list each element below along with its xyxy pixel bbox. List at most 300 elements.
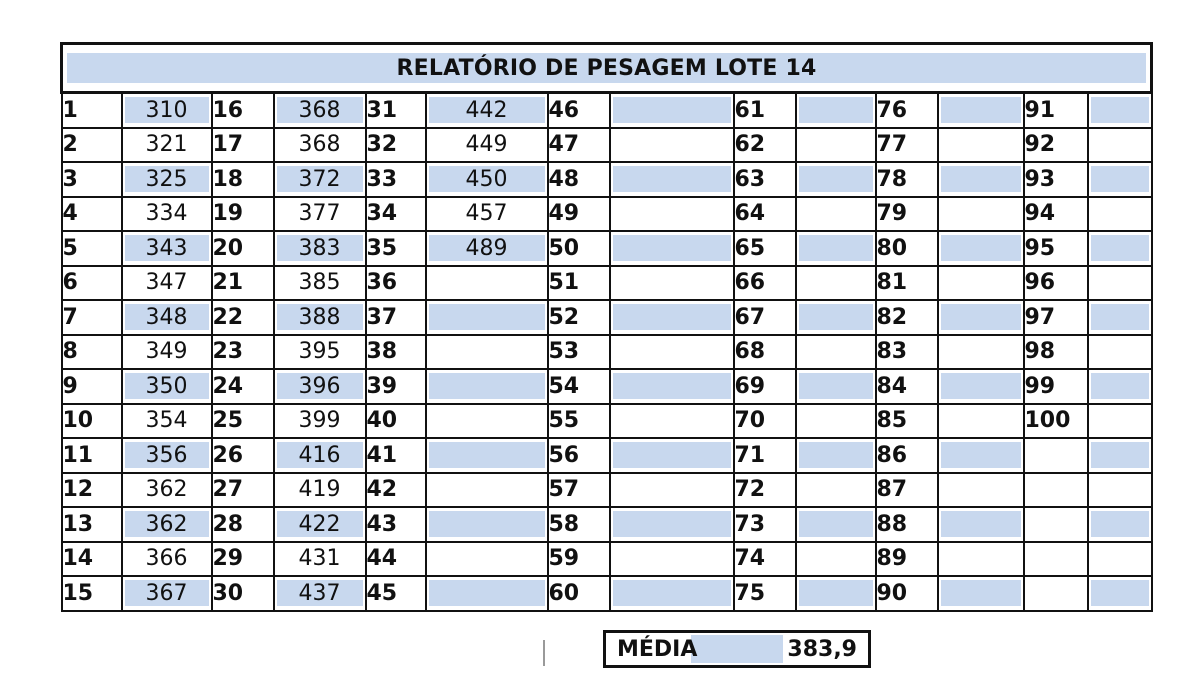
weight-cell (122, 162, 212, 197)
weight-value: 449 (465, 132, 508, 158)
weight-cell (274, 266, 366, 301)
item-number: 49 (548, 197, 610, 232)
weight-value: 422 (277, 511, 363, 537)
item-number: 38 (366, 335, 426, 370)
item-number: 34 (366, 197, 426, 232)
gridline-fragment (543, 640, 545, 666)
weight-cell (938, 300, 1024, 335)
weight-value (613, 201, 731, 227)
weight-cell (426, 197, 548, 232)
weight-cell (796, 404, 876, 439)
item-number: 56 (548, 438, 610, 473)
weight-cell (274, 507, 366, 542)
weight-cell (610, 542, 734, 577)
weight-value (429, 408, 545, 434)
weight-value (941, 580, 1021, 606)
item-number: 83 (876, 335, 938, 370)
weight-cell (426, 438, 548, 473)
weight-value (941, 339, 1021, 365)
item-number: 29 (212, 542, 274, 577)
weight-cell (796, 576, 876, 611)
weight-cell (796, 231, 876, 266)
item-number: 11 (62, 438, 122, 473)
weight-cell (938, 507, 1024, 542)
item-number: 68 (734, 335, 796, 370)
weight-value: 367 (125, 580, 209, 606)
weight-cell (274, 128, 366, 163)
weight-value (941, 132, 1021, 158)
item-number (1024, 507, 1088, 542)
weight-cell (122, 507, 212, 542)
weight-cell (122, 300, 212, 335)
item-number: 71 (734, 438, 796, 473)
weight-value (1091, 270, 1149, 296)
weight-cell (274, 162, 366, 197)
weight-value (941, 97, 1021, 123)
item-number: 100 (1024, 404, 1088, 439)
weight-cell (938, 128, 1024, 163)
weight-cell (426, 93, 548, 128)
weight-cell (938, 438, 1024, 473)
weight-cell (122, 404, 212, 439)
item-number: 3 (62, 162, 122, 197)
weight-value (799, 132, 873, 158)
weight-cell (796, 507, 876, 542)
table-row (62, 197, 1152, 232)
weight-value (799, 477, 873, 503)
weight-cell (938, 197, 1024, 232)
weight-cell (938, 231, 1024, 266)
item-number: 27 (212, 473, 274, 508)
weight-value (941, 166, 1021, 192)
weight-value (1091, 373, 1149, 399)
weighing-report-sheet (60, 42, 1150, 612)
weight-value (429, 442, 545, 468)
item-number: 9 (62, 369, 122, 404)
weight-cell (122, 231, 212, 266)
item-number: 35 (366, 231, 426, 266)
weight-cell (610, 369, 734, 404)
item-number: 31 (366, 93, 426, 128)
weight-value (613, 339, 731, 365)
item-number: 73 (734, 507, 796, 542)
item-number: 1 (62, 93, 122, 128)
weight-cell (274, 369, 366, 404)
weight-cell (426, 300, 548, 335)
weight-value (941, 304, 1021, 330)
weight-value: 349 (145, 339, 188, 365)
table-row (62, 473, 1152, 508)
item-number: 12 (62, 473, 122, 508)
item-number: 99 (1024, 369, 1088, 404)
item-number: 46 (548, 93, 610, 128)
weight-cell (274, 231, 366, 266)
weight-cell (796, 197, 876, 232)
weight-value (613, 373, 731, 399)
weight-value (799, 408, 873, 434)
weight-value: 385 (298, 270, 341, 296)
weight-value: 334 (145, 201, 188, 227)
weight-value (429, 511, 545, 537)
item-number: 94 (1024, 197, 1088, 232)
weight-cell (1088, 266, 1152, 301)
weight-cell (274, 438, 366, 473)
weight-cell (1088, 300, 1152, 335)
weight-value: 372 (277, 166, 363, 192)
weight-cell (1088, 542, 1152, 577)
weight-value (1091, 546, 1149, 572)
item-number: 75 (734, 576, 796, 611)
weight-cell (1088, 93, 1152, 128)
weight-value (799, 304, 873, 330)
weight-cell (122, 128, 212, 163)
weight-value (613, 511, 731, 537)
weight-value: 419 (298, 477, 341, 503)
item-number: 57 (548, 473, 610, 508)
table-row (62, 438, 1152, 473)
item-number: 51 (548, 266, 610, 301)
weight-value: 366 (145, 546, 188, 572)
item-number: 88 (876, 507, 938, 542)
weight-value (1091, 166, 1149, 192)
weight-value (799, 546, 873, 572)
weight-cell (274, 93, 366, 128)
item-number: 91 (1024, 93, 1088, 128)
table-row (62, 404, 1152, 439)
weight-cell (796, 542, 876, 577)
item-number: 19 (212, 197, 274, 232)
item-number: 70 (734, 404, 796, 439)
item-number: 87 (876, 473, 938, 508)
weight-cell (274, 404, 366, 439)
weight-cell (122, 266, 212, 301)
title-row (62, 44, 1152, 93)
weight-value (613, 477, 731, 503)
item-number: 98 (1024, 335, 1088, 370)
table-row (62, 266, 1152, 301)
weight-value: 437 (277, 580, 363, 606)
item-number: 7 (62, 300, 122, 335)
weight-cell (426, 542, 548, 577)
item-number: 21 (212, 266, 274, 301)
item-number: 40 (366, 404, 426, 439)
weight-value (1091, 304, 1149, 330)
weight-value: 450 (429, 166, 545, 192)
item-number: 96 (1024, 266, 1088, 301)
item-number: 45 (366, 576, 426, 611)
item-number: 89 (876, 542, 938, 577)
item-number: 36 (366, 266, 426, 301)
average-box (603, 630, 871, 668)
weight-cell (1088, 473, 1152, 508)
item-number: 66 (734, 266, 796, 301)
weight-value (799, 580, 873, 606)
item-number: 24 (212, 369, 274, 404)
item-number: 61 (734, 93, 796, 128)
weight-cell (426, 162, 548, 197)
item-number: 92 (1024, 128, 1088, 163)
weight-value (941, 546, 1021, 572)
item-number: 54 (548, 369, 610, 404)
weight-value (799, 339, 873, 365)
item-number: 14 (62, 542, 122, 577)
item-number: 95 (1024, 231, 1088, 266)
weight-value (941, 270, 1021, 296)
weight-value: 416 (277, 442, 363, 468)
item-number: 60 (548, 576, 610, 611)
weight-cell (426, 335, 548, 370)
item-number: 93 (1024, 162, 1088, 197)
weight-value: 356 (125, 442, 209, 468)
item-number: 82 (876, 300, 938, 335)
weight-value: 343 (125, 235, 209, 261)
weight-cell (1088, 576, 1152, 611)
item-number: 64 (734, 197, 796, 232)
item-number: 59 (548, 542, 610, 577)
table-row (62, 162, 1152, 197)
weight-value: 377 (298, 201, 341, 227)
weight-value (1091, 132, 1149, 158)
weight-value: 348 (125, 304, 209, 330)
weight-value: 362 (145, 477, 188, 503)
weighing-table (60, 42, 1153, 612)
weight-value (429, 373, 545, 399)
weight-value (429, 580, 545, 606)
weight-value: 325 (125, 166, 209, 192)
table-row (62, 93, 1152, 128)
weight-cell (938, 162, 1024, 197)
weight-cell (122, 93, 212, 128)
weight-value (429, 270, 545, 296)
weight-cell (426, 576, 548, 611)
weight-cell (1088, 507, 1152, 542)
weight-value (799, 270, 873, 296)
weight-cell (122, 438, 212, 473)
weight-value (613, 580, 731, 606)
item-number: 15 (62, 576, 122, 611)
weight-cell (274, 197, 366, 232)
weight-cell (610, 300, 734, 335)
item-number: 76 (876, 93, 938, 128)
item-number: 26 (212, 438, 274, 473)
weight-cell (610, 231, 734, 266)
item-number: 86 (876, 438, 938, 473)
weight-value (429, 304, 545, 330)
weight-value (613, 408, 731, 434)
weight-cell (1088, 335, 1152, 370)
item-number: 23 (212, 335, 274, 370)
item-number: 97 (1024, 300, 1088, 335)
weight-value (1091, 477, 1149, 503)
item-number: 52 (548, 300, 610, 335)
weight-cell (610, 576, 734, 611)
item-number (1024, 542, 1088, 577)
weight-cell (610, 404, 734, 439)
item-number: 28 (212, 507, 274, 542)
weight-cell (1088, 162, 1152, 197)
item-number: 32 (366, 128, 426, 163)
weight-cell (938, 335, 1024, 370)
item-number: 55 (548, 404, 610, 439)
weight-value (799, 201, 873, 227)
weight-cell (122, 473, 212, 508)
weight-cell (274, 542, 366, 577)
weight-cell (610, 266, 734, 301)
item-number (1024, 576, 1088, 611)
weight-value: 354 (145, 408, 188, 434)
weight-value: 347 (145, 270, 188, 296)
weight-value (1091, 511, 1149, 537)
weight-cell (122, 335, 212, 370)
table-row (62, 576, 1152, 611)
weight-cell (796, 335, 876, 370)
item-number: 74 (734, 542, 796, 577)
weight-cell (122, 542, 212, 577)
weight-value (1091, 408, 1149, 434)
weight-value (613, 166, 731, 192)
weight-value (613, 132, 731, 158)
weight-cell (796, 438, 876, 473)
weight-value: 310 (125, 97, 209, 123)
weight-value: 442 (429, 97, 545, 123)
weight-cell (610, 438, 734, 473)
weight-cell (938, 473, 1024, 508)
weight-value (799, 373, 873, 399)
weight-cell (796, 128, 876, 163)
table-row (62, 542, 1152, 577)
item-number: 81 (876, 266, 938, 301)
weight-value (429, 477, 545, 503)
weight-cell (1088, 128, 1152, 163)
weight-cell (426, 507, 548, 542)
weight-value (799, 235, 873, 261)
weight-value (1091, 97, 1149, 123)
weight-value (941, 235, 1021, 261)
report-title: RELATÓRIO DE PESAGEM LOTE 14 (67, 53, 1146, 83)
item-number: 79 (876, 197, 938, 232)
weight-cell (274, 335, 366, 370)
item-number: 63 (734, 162, 796, 197)
weight-cell (610, 507, 734, 542)
weight-value (613, 546, 731, 572)
weight-value: 321 (145, 132, 188, 158)
weight-cell (122, 197, 212, 232)
weight-value (1091, 442, 1149, 468)
weight-value (613, 304, 731, 330)
average-label: MÉDIA (617, 636, 698, 662)
weight-value (429, 339, 545, 365)
item-number: 65 (734, 231, 796, 266)
weight-cell (796, 266, 876, 301)
weight-value (941, 442, 1021, 468)
item-number: 4 (62, 197, 122, 232)
weight-cell (426, 266, 548, 301)
weight-value (941, 201, 1021, 227)
table-row (62, 335, 1152, 370)
weight-value: 431 (298, 546, 341, 572)
weight-value (613, 97, 731, 123)
weight-cell (796, 473, 876, 508)
item-number: 37 (366, 300, 426, 335)
weight-cell (1088, 404, 1152, 439)
weight-value: 388 (277, 304, 363, 330)
weight-cell (796, 93, 876, 128)
item-number: 84 (876, 369, 938, 404)
weight-cell (426, 404, 548, 439)
item-number: 16 (212, 93, 274, 128)
weight-cell (1088, 197, 1152, 232)
item-number: 6 (62, 266, 122, 301)
item-number: 25 (212, 404, 274, 439)
weight-value (941, 477, 1021, 503)
weight-cell (938, 93, 1024, 128)
item-number (1024, 438, 1088, 473)
weight-value (1091, 580, 1149, 606)
item-number: 77 (876, 128, 938, 163)
table-row (62, 369, 1152, 404)
weight-cell (426, 128, 548, 163)
weight-cell (610, 162, 734, 197)
weight-cell (938, 542, 1024, 577)
item-number: 80 (876, 231, 938, 266)
item-number: 62 (734, 128, 796, 163)
weight-value (1091, 201, 1149, 227)
weight-value: 368 (298, 132, 341, 158)
weight-value (941, 373, 1021, 399)
weight-value: 383 (277, 235, 363, 261)
weight-cell (1088, 369, 1152, 404)
weight-value (429, 546, 545, 572)
weight-value: 489 (429, 235, 545, 261)
weight-cell (274, 473, 366, 508)
weight-value (799, 166, 873, 192)
item-number: 41 (366, 438, 426, 473)
weight-value: 368 (277, 97, 363, 123)
average-value: 383,9 (787, 636, 857, 662)
weight-value: 399 (298, 408, 341, 434)
weight-cell (1088, 438, 1152, 473)
item-number: 13 (62, 507, 122, 542)
weight-cell (426, 231, 548, 266)
item-number: 47 (548, 128, 610, 163)
weight-cell (610, 93, 734, 128)
item-number: 69 (734, 369, 796, 404)
weight-cell (938, 404, 1024, 439)
weight-cell (610, 128, 734, 163)
item-number: 2 (62, 128, 122, 163)
weight-value: 396 (277, 373, 363, 399)
item-number: 48 (548, 162, 610, 197)
item-number: 72 (734, 473, 796, 508)
weight-cell (1088, 231, 1152, 266)
item-number: 10 (62, 404, 122, 439)
weight-cell (274, 576, 366, 611)
item-number: 58 (548, 507, 610, 542)
table-row (62, 231, 1152, 266)
weight-value (613, 235, 731, 261)
item-number: 42 (366, 473, 426, 508)
item-number: 43 (366, 507, 426, 542)
weight-cell (426, 473, 548, 508)
table-row (62, 300, 1152, 335)
weight-cell (938, 266, 1024, 301)
item-number: 39 (366, 369, 426, 404)
weight-cell (796, 300, 876, 335)
weight-cell (426, 369, 548, 404)
weight-cell (796, 162, 876, 197)
weight-value (799, 97, 873, 123)
item-number: 20 (212, 231, 274, 266)
